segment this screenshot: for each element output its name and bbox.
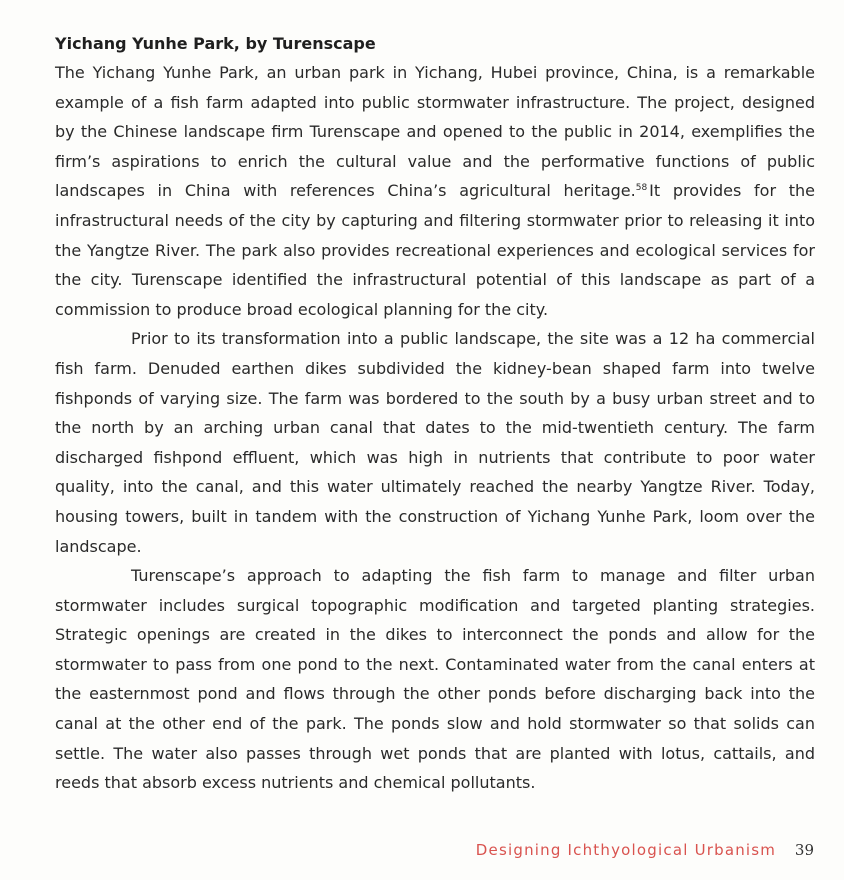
paragraph-1-text-continued: It provides for the infrastructural needs of the city by capturing and filtering stormwater prior to releasing it into the Yangtze River. The park also provides recreational experiences and ecological services for the city. Turenscape identified the infrastructural potential of this landscape as part of a commission to produce broad ecological planning for the city. <box>55 181 815 319</box>
section-heading: Yichang Yunhe Park, by Turenscape <box>55 34 376 53</box>
paragraph-2: Prior to its transformation into a public landscape, the site was a 12 ha commercial fish farm. Denuded earthen dikes subdivided the kidney-bean shaped farm into twelve fishponds of varying size. The farm was bordered to the south by a busy urban street and to the north by an arching urban canal that dates to the mid-twentieth century. The farm discharged fishpond effluent, which was high in nutrients that contribute to poor water quality, into the canal, and this water ultimately reached the nearby Yangtze River. Today, housing towers, built in tandem with the construction of Yichang Yunhe Park, loom over the landscape. <box>55 329 815 556</box>
paragraph-3: Turenscape’s approach to adapting the fish farm to manage and filter urban stormwater includes surgical topographic modification and targeted planting strategies. Strategic openings are created in the dikes to interconnect the ponds and allow for the stormwater to pass from one pond to the next. Contaminated water from the canal enters at the easternmost pond and flows through the other ponds before discharging back into the canal at the other end of the park. The ponds slow and hold stormwater so that solids can settle. The water also passes through wet ponds that are planted with lotus, cattails, and reeds that absorb excess nutrients and chemical pollutants. <box>55 566 815 793</box>
paragraph-1 <box>55 58 815 324</box>
article-body <box>55 58 815 798</box>
footnote-reference[interactable]: 58 <box>635 183 648 194</box>
running-title: Designing Ichthyological Urbanism <box>475 841 777 859</box>
paragraph-1-text: The Yichang Yunhe Park, an urban park in Yichang, Hubei province, China, is a remarkable example of a fish farm adapted into public stormwater infrastructure. The project, designed by the Chinese landscape firm Turenscape and opened to the public in 2014, exemplifies the firm’s aspirations to enrich the cultural value and the performative functions of public landscapes in China with references China’s agricultural heritage. <box>55 63 815 201</box>
page-number: 39 <box>794 841 814 859</box>
page-footer <box>476 841 814 859</box>
